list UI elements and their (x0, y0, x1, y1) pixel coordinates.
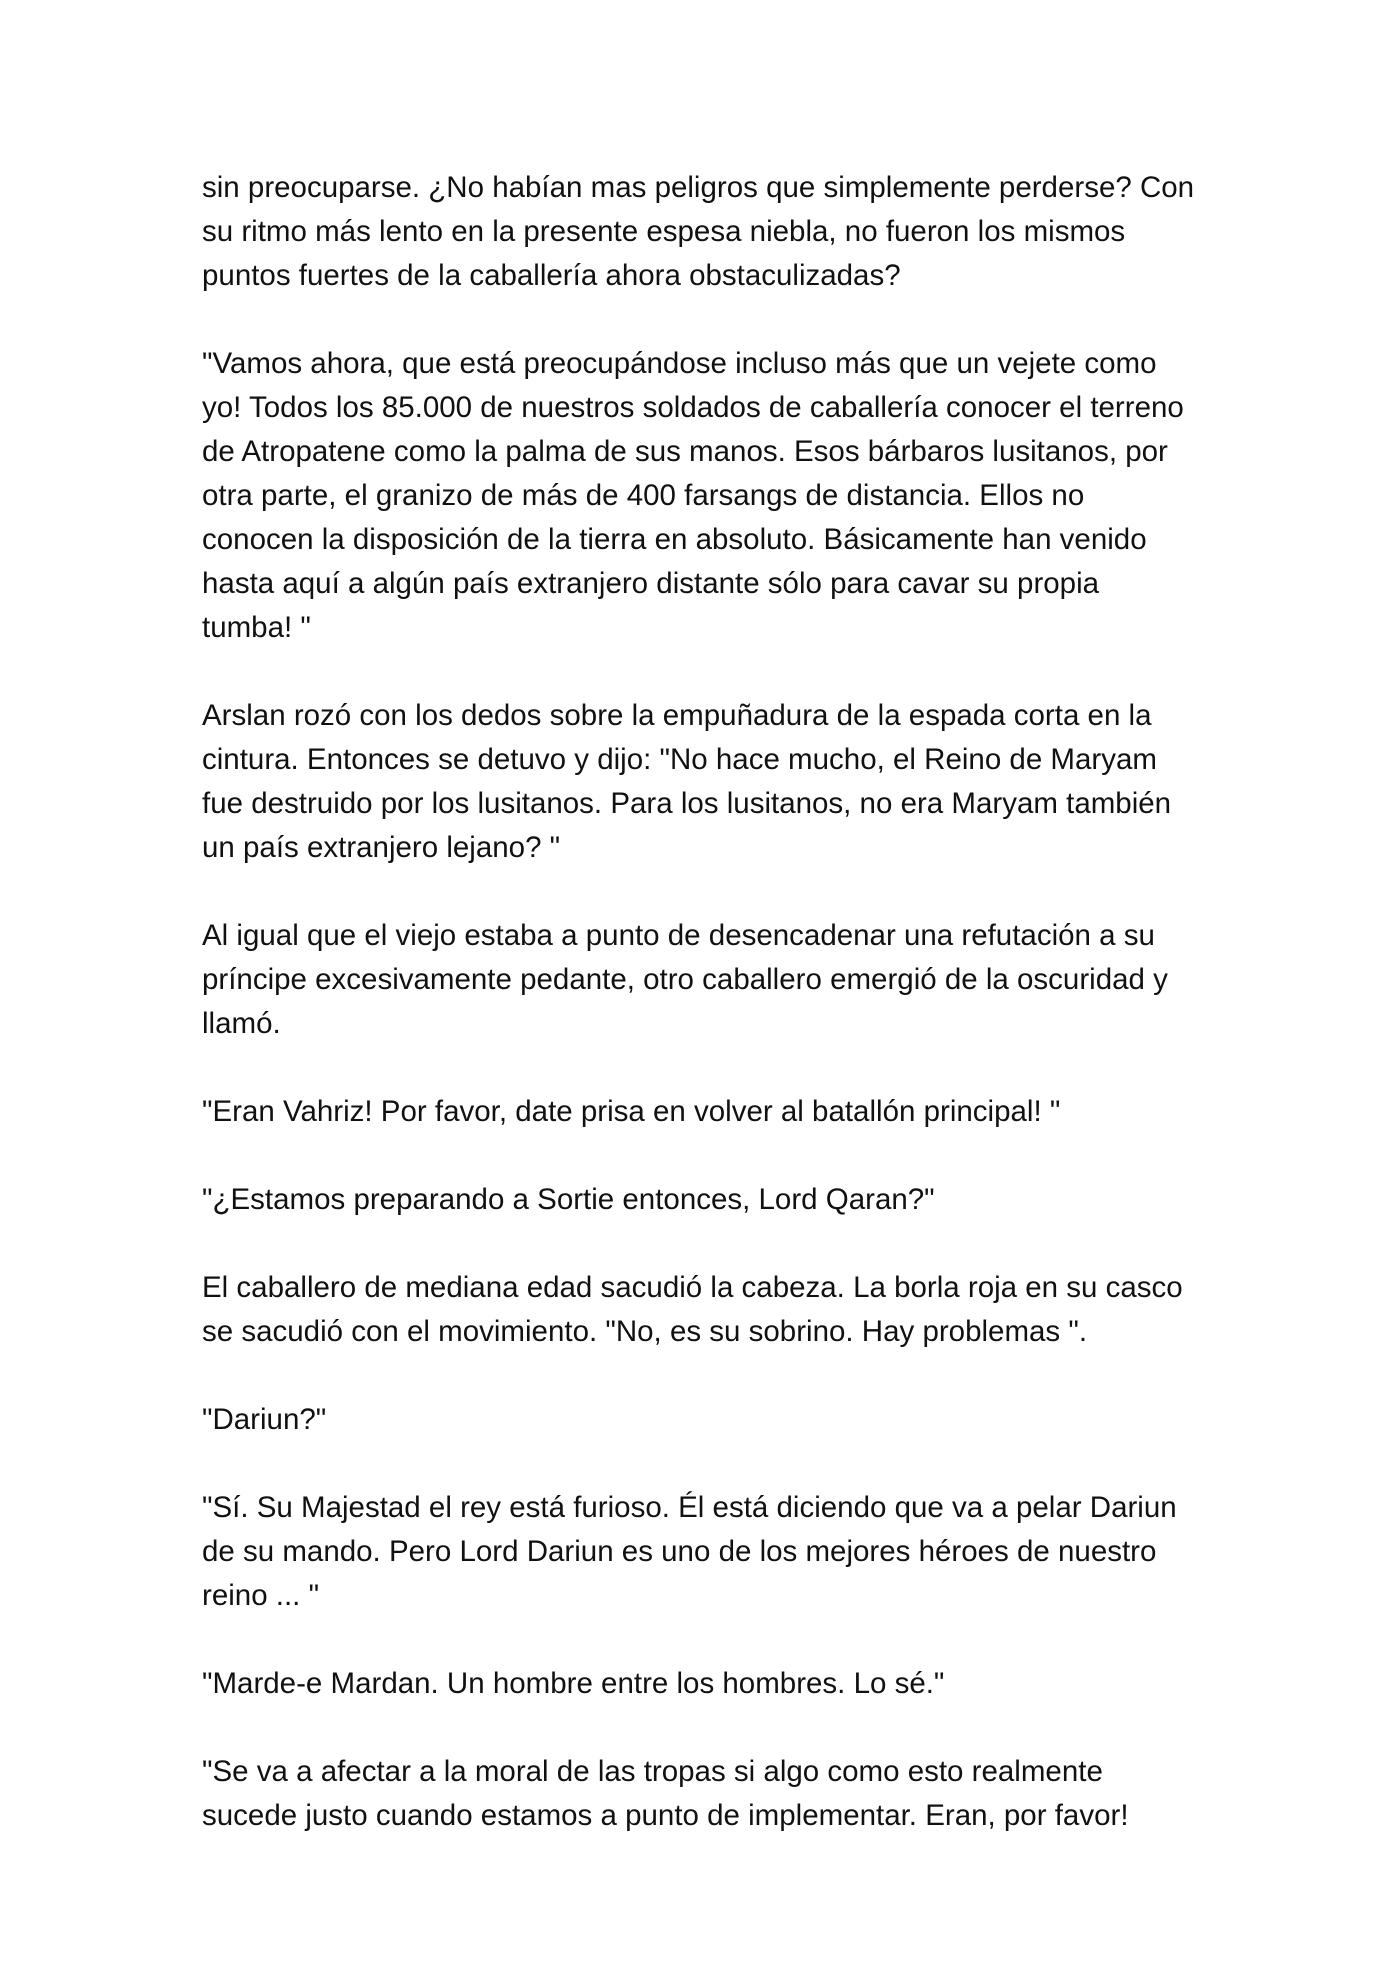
paragraph-6: "¿Estamos preparando a Sortie entonces, Lord Qaran?" (202, 1183, 935, 1216)
paragraph-4: Al igual que el viejo estaba a punto de desencadenar una refutación a su príncipe excesivamente pedante, otro caballero emergió de la oscuridad y llamó. (202, 919, 1168, 1040)
paragraph-10: "Marde-e Mardan. Un hombre entre los hombres. Lo sé." (202, 1667, 945, 1700)
paragraph-2: "Vamos ahora, que está preocupándose incluso más que un vejete como yo! Todos los 85.000 de nuestros soldados de caballería conocer el terreno de Atropatene como la palma de sus manos. Esos bárbaros lusitanos, por otra parte, el granizo de más de 400 farsangs de distancia. Ellos no conocen la disposición de la tierra en absoluto. Básicamente han venido hasta aquí a algún país extranjero distante sólo para cavar su propia tumba! " (202, 347, 1184, 644)
document-body (202, 166, 1212, 1838)
paragraph-5: "Eran Vahriz! Por favor, date prisa en volver al batallón principal! " (202, 1095, 1061, 1128)
paragraph-8: "Dariun?" (202, 1403, 327, 1436)
paragraph-1: sin preocuparse. ¿No habían mas peligros que simplemente perderse? Con su ritmo más lento en la presente espesa niebla, no fueron los mismos puntos fuertes de la caballería ahora obstaculizadas? (202, 171, 1195, 292)
paragraph-11: "Se va a afectar a la moral de las tropas si algo como esto realmente sucede justo cuando estamos a punto de implementar. Eran, por favor! (202, 1755, 1129, 1832)
paragraph-3: Arslan rozó con los dedos sobre la empuñadura de la espada corta en la cintura. Entonces se detuvo y dijo: "No hace mucho, el Reino de Maryam fue destruido por los lusitanos. Para los lusitanos, no era Maryam también un país extranjero lejano? " (202, 699, 1172, 864)
paragraph-9: "Sí. Su Majestad el rey está furioso. Él está diciendo que va a pelar Dariun de su mando. Pero Lord Dariun es uno de los mejores héroes de nuestro reino ... " (202, 1491, 1177, 1612)
paragraph-7: El caballero de mediana edad sacudió la cabeza. La borla roja en su casco se sacudió con el movimiento. "No, es su sobrino. Hay problemas ". (202, 1271, 1183, 1348)
